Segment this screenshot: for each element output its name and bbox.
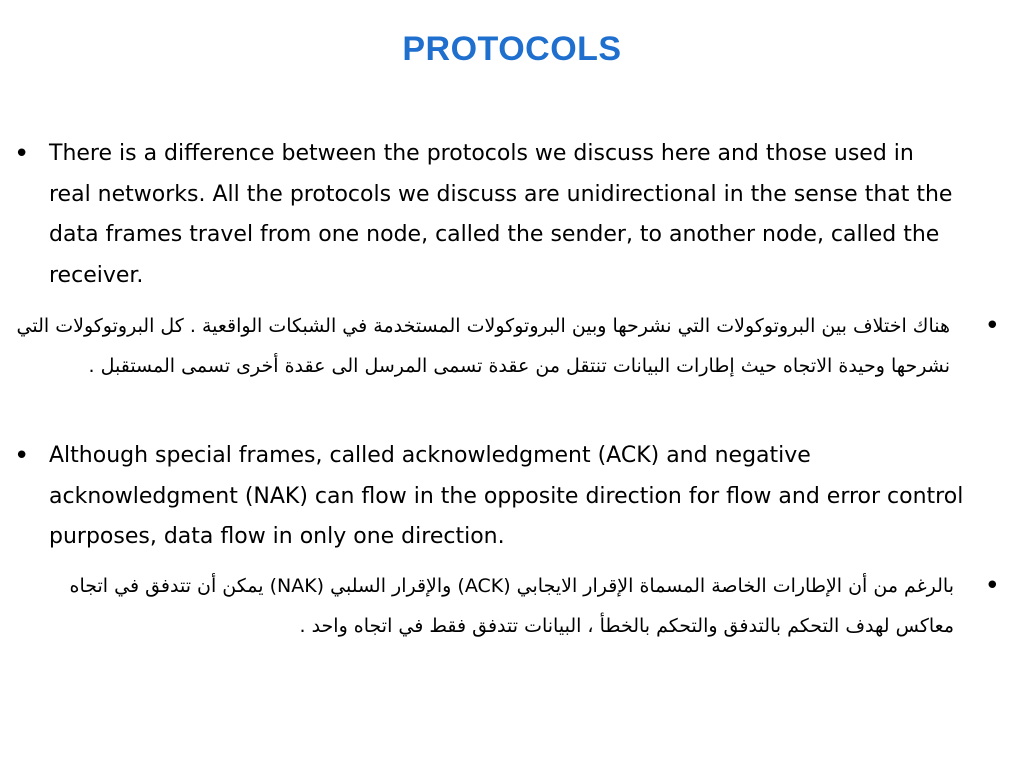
bullet-item-arabic-2 [10,566,1014,646]
bullet-text: Although special frames, called acknowledgment (ACK) and negative acknowledgment (NAK) can flow in the opposite direction for flow and error control purposes, data flow in only one direction. [49,443,964,549]
slide-title: PROTOCOLS [402,30,622,68]
bullet-icon: • [984,311,1000,341]
bullet-text: بالرغم من أن الإطارات الخاصة المسماة الإقرار الايجابي (ACK) والإقرار السلبي (NAK) يمكن أن تتدفق في اتجاه معاكس لهدف التحكم بالتدفق والتحكم بالخطأ ، البيانات تتدفق فقط في اتجاه واحد . [69,575,954,637]
bullet-item-arabic-1 [10,306,1014,386]
bullet-icon: • [14,441,30,471]
bullet-icon: • [14,139,30,169]
bullet-item-english-2 [14,436,1014,558]
bullet-icon: • [984,571,1000,601]
bullet-text: There is a difference between the protocols we discuss here and those used in real networks. All the protocols we discuss are unidirectional in the sense that the data frames travel from one node, called the sender, to another node, called the receiver. [49,141,953,288]
bullet-item-english-1 [14,134,1014,296]
bullet-text: هناك اختلاف بين البروتوكولات التي نشرحها وبين البروتوكولات المستخدمة في الشبكات الواقعية . كل البروتوكولات التي نشرحها وحيدة الاتجاه حيث إطارات البيانات تنتقل من عقدة تسمى المرسل الى عقدة أخرى تسمى المستقبل . [16,315,950,377]
